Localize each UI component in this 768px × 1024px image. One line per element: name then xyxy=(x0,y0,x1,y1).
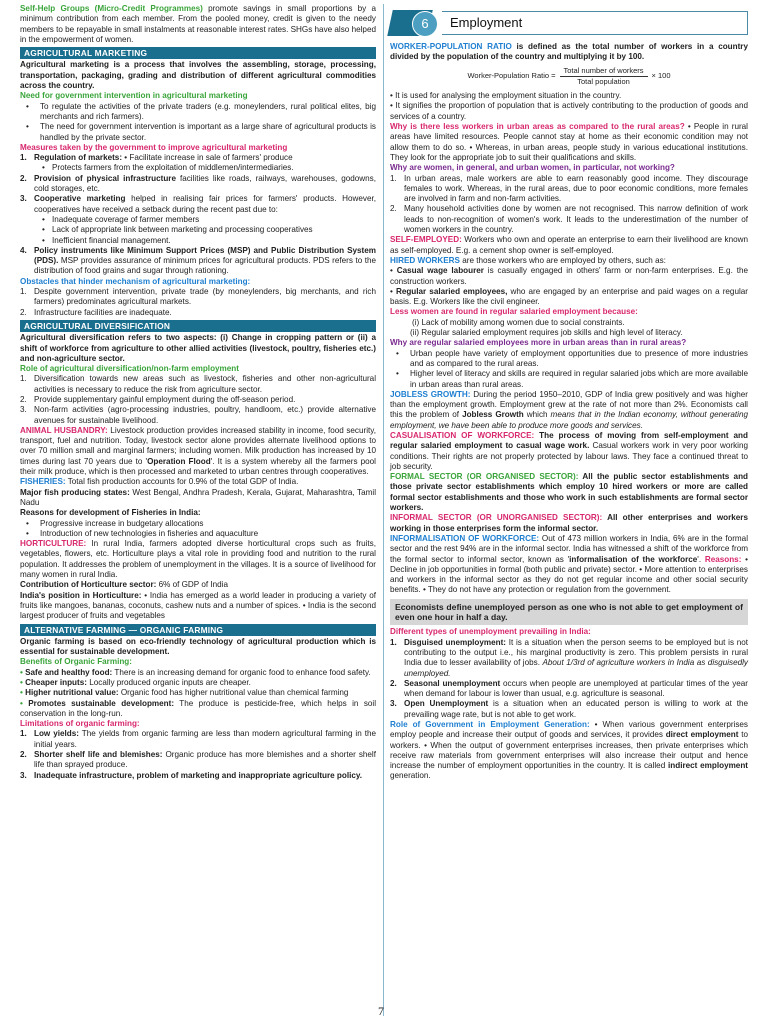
list-item: (i) Lack of mobility among women due to social constraints. xyxy=(412,317,625,327)
list-item: 1. Despite government intervention, private trade (by moneylenders, big merchants, and rich farmers) predominates agricultural markets. xyxy=(20,287,376,307)
list-item: 2. Shorter shelf life and blemishes: Organic produce has more blemishes and a shorter shelf life than sprayed produce. xyxy=(20,750,376,770)
list-item: • It is used for analysing the employment situation in the country. xyxy=(390,91,622,101)
list-item: 4. Policy instruments like Minimum Support Prices (MSP) and Public Distribution System (PDS). MSP provides assurance of minimum prices for agricultural products. PDS refers to the distribution of food grains and sugar through rationing. xyxy=(20,245,376,276)
chapter-title: Employment xyxy=(442,11,748,35)
government-role-paragraph: Role of Government in Employment Generation: • When various government enterprises employ people and increase their output of goods and services, it provides direct employment to workers. • When the output of government enterprises increases, then private enterprises which receive raw materials from government enterprises will also increase their output and hence increase the number of employment opportunities in the country. It is called indirect employment generation. xyxy=(390,720,748,781)
urban-regular-question: Why are regular salaried employees more in urban areas than in rural areas? xyxy=(390,338,687,348)
list-item: • Introduction of new technologies in fisheries and aquaculture xyxy=(26,528,259,538)
formal-sector-paragraph: FORMAL SECTOR (OR ORGANISED SECTOR): All the public sector establishments and those private sector establishments which employ 10 hired workers or more are called formal sector establishments and those who work in such establishments are formal sector workers. xyxy=(390,472,748,513)
list-item: • Inefficient financial management. xyxy=(42,235,171,245)
need-title: Need for government intervention in agricultural marketing xyxy=(20,91,248,101)
measures-title: Measures taken by the government to improve agricultural marketing xyxy=(20,142,288,152)
formula-lhs: Worker-Population Ratio = xyxy=(467,71,556,81)
casualisation-paragraph: CASUALISATION OF WORKFORCE: The process of moving from self-employment and regular salaried employment to casual wage work. Casual workers work in very poor working conditions. Their rights are not properly protected by labour laws. They face a continued threat to job security. xyxy=(390,430,748,471)
list-item: • Progressive increase in budgetary allocations xyxy=(26,518,204,528)
list-item: 1. In urban areas, male workers are able to earn reasonably good income. They discourage females to work. Whereas, in the rural areas, due to poor economic conditions, more females are involved in farm and non-farm activities. xyxy=(390,173,748,204)
role-title: Role of agricultural diversification/non-farm employment xyxy=(20,364,239,374)
wpr-paragraph: WORKER-POPULATION RATIO is defined as the total number of workers in a country divided by the population of the country and multiplying it by 100. xyxy=(390,42,748,62)
wpr-formula xyxy=(390,66,748,88)
column-divider xyxy=(383,4,384,1016)
list-item: (ii) Regular salaried employment requires job skills and high level of literacy. xyxy=(410,328,683,338)
list-item: 2. Many household activities done by women are not recognised. This narrow definition of work leads to non-recognition of women's work. It leads to the underestimation of the number of women workers in the country. xyxy=(390,204,748,235)
hired-workers-paragraph: HIRED WORKERS are those workers who are employed by others, such as: xyxy=(390,255,666,265)
section-heading-ag-diversification: AGRICULTURAL DIVERSIFICATION xyxy=(20,320,376,332)
list-item: • Higher level of literacy and skills are required in regular salaried jobs which are more available in urban areas than rural areas. xyxy=(396,369,748,389)
list-item: 3. Non-farm activities (agro-processing industries, poultry, handloom, etc.) provide alternative avenues for sustainable livelihood. xyxy=(20,405,376,425)
shg-text: promote savings in small proportions by a minimum contribution from each member. From the pooled money, credit is given to the needy members to be repayable in small instalments at reasonable interest rates. SHGs have also helped in the empowerment of women. xyxy=(20,4,376,44)
fish-reasons-title: Reasons for development of Fisheries in India: xyxy=(20,508,201,518)
women-question: Why are women, in general, and urban women, in particular, not working? xyxy=(390,163,675,173)
list-item: 1. Regulation of markets: • Facilitate increase in sale of farmers' produce xyxy=(20,153,293,163)
list-item: • It signifies the proportion of population that is actively contributing to the production of goods and services of a country. xyxy=(390,101,748,121)
limits-title: Limitations of organic farming: xyxy=(20,719,140,729)
hort-position: India's position in Horticulture: • India has emerged as a world leader in producing a variety of fruits like mangoes, bananas, coconuts, cashew nuts and a number of spices. • India is the second largest producer of fruits and vegetables xyxy=(20,590,376,621)
informal-sector-paragraph: INFORMAL SECTOR (OR UNORGANISED SECTOR): All other enterprises and workers working in those enterprises form the informal sector. xyxy=(390,513,748,533)
urban-question-paragraph: Why is there less workers in urban areas as compared to the rural areas? • People in rural areas have limited resources. People cannot stay at home as their economic condition may not allow them to do so. • Whereas, in urban areas, people study in various educational institutions. They look for the appropriate job to suit their qualifications and skills. xyxy=(390,122,748,162)
casual-wage-paragraph: • Casual wage labourer is casually engaged in others' farm or non-farm enterprises. E.g. the construction workers. xyxy=(390,266,748,286)
types-title: Different types of unemployment prevailing in India: xyxy=(390,627,591,637)
shg-paragraph xyxy=(20,4,376,45)
right-column xyxy=(390,8,748,782)
list-item: 1. Diversification towards new areas such as livestock, fisheries and other non-agricultural activities is necessary to reduce the risk from agriculture sector. xyxy=(20,374,376,394)
less-women-title: Less women are found in regular salaried employment because: xyxy=(390,307,638,317)
regular-salaried-paragraph: • Regular salaried employees, who are engaged by an enterprise and paid wages on a regular basis. E.g. Workers like the civil engineer. xyxy=(390,286,748,307)
jobless-growth-paragraph: JOBLESS GROWTH: During the period 1950–2010, GDP of India grew positively and was higher than the employment growth. Employment grew at the rate of not more than 2%. Economists call this the problem of Jobless Growth which means that in the Indian economy, without generating employment, we have been able to produce more goods and services. xyxy=(390,389,748,430)
list-item: • Cheaper inputs: Locally produced organic inputs are cheaper. xyxy=(20,678,251,687)
list-item: • Lack of appropriate link between marketing and processing cooperatives xyxy=(42,225,313,235)
ag-div-definition: Agricultural diversification refers to two aspects: (i) Change in cropping pattern or (ii) a shift of workforce from agriculture to other allied activities (livestock, poultry, fisheries etc.) and non-agriculture sector. xyxy=(20,333,376,363)
ag-marketing-definition: Agricultural marketing is a process that involves the assembling, storage, processing, transportation, packaging, grading and distribution of different agricultural commodities across the country. xyxy=(20,60,376,91)
list-item: • Urban people have variety of employment opportunities due to presence of more industries and as compared to the rural areas. xyxy=(396,348,748,368)
list-item: • Inadequate coverage of farmer members xyxy=(42,214,200,224)
left-column xyxy=(20,4,376,781)
list-item: • Promotes sustainable development: The produce is pesticide-free, which helps in soil conservation in the long-run. xyxy=(20,698,377,718)
list-item: 2. Provision of physical infrastructure facilities like roads, railways, warehouses, godowns, cold storages, etc. xyxy=(20,173,376,194)
horticulture-paragraph: HORTICULTURE: In rural India, farmers adopted diverse horticultural crops such as fruits, vegetables, flowers, etc. Horticulture plays a vital role in providing food and nutrition to the rural population. It addresses the problem of unemployment in the villages. It is a source of livelihood for many women in rural India. xyxy=(20,539,376,580)
fish-states-paragraph: Major fish producing states: West Bengal, Andhra Pradesh, Kerala, Gujarat, Maharashtra, Tamil Nadu xyxy=(20,487,377,507)
chapter-header xyxy=(390,8,748,38)
benefits-title: Benefits of Organic Farming: xyxy=(20,657,132,667)
organic-definition: Organic farming is based on eco-friendly technology of agricultural production which is essential for sustainable development. xyxy=(20,636,376,657)
list-item: • Higher nutritional value: Organic food has higher nutritional value than chemical farming xyxy=(20,688,349,698)
chapter-number: 6 xyxy=(412,11,438,37)
list-item: • To regulate the activities of the private traders (e.g. moneylenders, rural political elites, big merchants and rich farmers). xyxy=(26,101,376,121)
shg-title: Self-Help Groups (Micro-Credit Programmes) xyxy=(20,4,203,13)
section-heading-ag-marketing: AGRICULTURAL MARKETING xyxy=(20,47,376,59)
list-item: 2. Seasonal unemployment occurs when people are unemployed at particular times of the year when demand for labour is lower than usual, e.g. agriculture is seasonal. xyxy=(390,678,749,699)
unemployed-definition-box: Economists define unemployed person as one who is not able to get employment of even one hour in half a day. xyxy=(390,599,748,626)
list-item: 1. Disguised unemployment: It is a situation when the person seems to be employed but is not contributing to the output i.e., his marginal productivity is zero. This problem persists in rural India due to lesser availability of jobs. About 1/3rd of agriculture workers in India as disguisedly unemployed. xyxy=(390,637,749,678)
hort-contribution: Contribution of Horticulture sector: 6% of GDP of India xyxy=(20,580,228,590)
list-item: 3. Inadequate infrastructure, problem of marketing and inappropriate agriculture policy. xyxy=(20,770,363,780)
list-item: • Protects farmers from the exploitation of middlemen/intermediaries. xyxy=(42,163,294,173)
list-item: 3. Open Unemployment is a situation when an educated person is willing to work at the prevailing wage rate, but is not able to get work. xyxy=(390,699,748,719)
list-item: • The need for government intervention is important as a large share of agricultural products is handled by the private sector. xyxy=(26,122,376,142)
obstacles-title: Obstacles that hinder mechanism of agricultural marketing: xyxy=(20,276,251,286)
animal-husbandry-paragraph: ANIMAL HUSBANDRY: Livestock production provides increased stability in income, food security, transport, fuel and nutrition. Today, livestock sector alone provides alternate livelihood options to over 70 million small and marginal farmers; including women. Milk production has increased by 10 times during last 70 years due to 'Operation Flood'. It is a system whereby all the farmers pool their milk produce, which is then processed and marketed to urban centres through cooperatives. xyxy=(20,425,376,477)
informalisation-paragraph: INFORMALISATION OF WORKFORCE: Out of 473 million workers in India, 6% are in the formal sector and the rest 94% are in the informal sector. India has witnessed a shift of the workforce from the formal sector to informal sector, known as 'informalisation of the workforce'. Reasons: • Decline in job opportunities in formal (both public and private) sector. • More attention to enterprises and workers in the informal sector as they do not get regular income and other social security benefits. • They do not have any protection or regulation from the government. xyxy=(390,533,748,595)
formula-fraction: $\frac{\text{Total number of workers}}{\text{Total population}}$ xyxy=(560,66,648,88)
chapter-badge xyxy=(390,8,442,38)
list-item: 2. Provide supplementary gainful employment during the off-season period. xyxy=(20,394,296,404)
fisheries-paragraph: FISHERIES: Total fish production accounts for 0.9% of the total GDP of India. xyxy=(20,477,299,487)
list-item: 2. Infrastructure facilities are inadequate. xyxy=(20,307,172,317)
formula-multiplier: × 100 xyxy=(651,71,671,81)
list-item: 1. Low yields: The yields from organic farming are less than modern agricultural farming in the initial years. xyxy=(20,729,376,749)
list-item: • Safe and healthy food: There is an increasing demand for organic food to enhance food safety. xyxy=(20,667,371,677)
list-item: 3. Cooperative marketing helped in realising fair prices for farmers' products. However, cooperatives have received a setback during the recent past due to: xyxy=(20,194,376,214)
self-employed-paragraph: SELF-EMPLOYED: Workers who own and operate an enterprise to earn their livelihood are known as self-employed. E.g. a cement shop owner is self-employed. xyxy=(390,235,748,255)
page-number: 7 xyxy=(378,1004,384,1018)
section-heading-organic: ALTERNATIVE FARMING — ORGANIC FARMING xyxy=(20,624,376,636)
